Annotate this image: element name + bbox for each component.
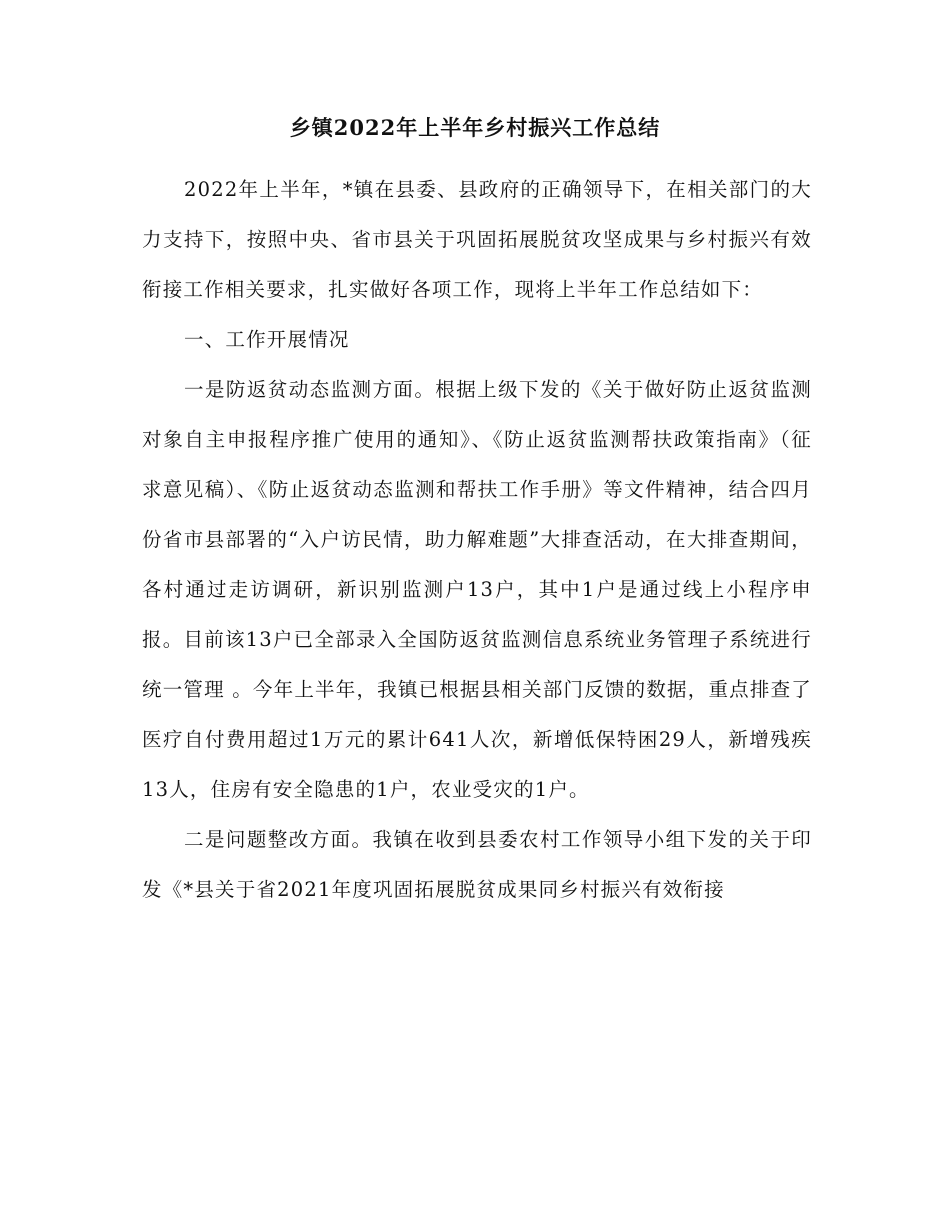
rectification-paragraph: 二是问题整改方面。我镇在收到县委农村工作领导小组下发的关于印发《*县关于省2021年度巩固拓展脱贫成果同乡村振兴有效衔接: [142, 828, 812, 901]
document-body: [142, 165, 812, 915]
intro-paragraph: 2022年上半年，*镇在县委、县政府的正确领导下，在相关部门的大力支持下，按照中央、省市县关于巩固拓展脱贫攻坚成果与乡村振兴有效衔接工作相关要求，扎实做好各项工作，现将上半年工作总结如下：: [142, 178, 812, 301]
document-title: 乡镇2022年上半年乡村振兴工作总结: [289, 115, 661, 140]
monitoring-paragraph: 一是防返贫动态监测方面。根据上级下发的《关于做好防止返贫监测对象自主申报程序推广使用的通知》、《防止返贫监测帮扶政策指南》（征求意见稿）、《防止返贫动态监测和帮扶工作手册》等文件精神，结合四月份省市县部署的“入户访民情，助力解难题”大排查活动，在大排查期间，各村通过走访调研，新识别监测户13户，其中1户是通过线上小程序申报。目前该13户已全部录入全国防返贫监测信息系统业务管理子系统进行统一管理 。今年上半年，我镇已根据县相关部门反馈的数据，重点排查了医疗自付费用超过1万元的累计641人次，新增低保特困29人，新增残疾13人，住房有安全隐患的1户，农业受灾的1户。: [142, 378, 812, 801]
section-heading: 一、工作开展情况: [184, 328, 350, 351]
